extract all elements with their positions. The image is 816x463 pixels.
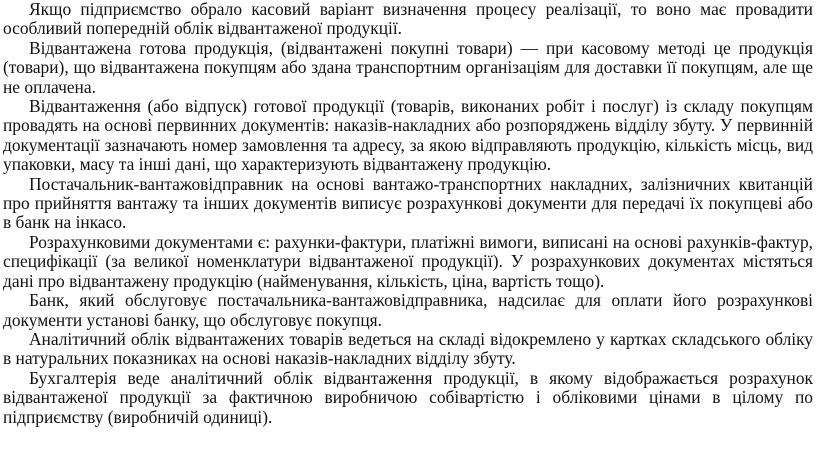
paragraph-analytical-accounting: Аналітичний облік відвантажених товарів ведеться на складі відокремлено у картках складського обліку в натуральних показниках на основі наказів-накладних відділу збуту. [3, 328, 813, 369]
paragraph-settlement-documents: Розрахунковими документами є: рахунки-фактури, платіжні вимоги, виписані на основі рахунків-фактур, специфікації (за великої номенклатури відвантаженої продукції). У розрахункових документах містяться дані про відвантажену продукцію (найменування, кількість, ціна, вартість тощо). [3, 231, 813, 291]
paragraph-cash-method: Якщо підприємство обрало касовий варіант визначення процесу реалізації, то воно має провадити особливий попередній облік відвантаженої продукції. [3, 0, 813, 39]
paragraph-bank: Банк, який обслуговує постачальника-вантажовідправника, надсилає для оплати його розрахункові документи установі банку, що обслуговує покупця. [3, 290, 813, 330]
paragraph-shipment-documents: Відвантаження (або відпуск) готової продукції (товарів, виконаних робіт і послуг) із складу покупцям провадять на основі первинних документів: наказів-накладних або розпоряджень відділу збуту. У первинній документації зазначають номер замовлення та адресу, за якою відправляють продукцію, кількість місць, вид упаковки, масу та інші дані, що характеризують відвантажену продукцію. [3, 96, 813, 175]
paragraph-supplier: Постачальник-вантажовідправник на основі вантажо-транспортних накладних, залізничних квитанцій про прийняття вантажу та інших документів виписує розрахункові документи для передачі їх покупцеві або в банк на інкасо. [3, 173, 813, 233]
paragraph-shipped-products: Відвантажена готова продукція, (відвантажені покупні товари) — при касовому методі це продукція (товари), що відвантажена покупцям або здана транспортним організаціям для доставки її покупцям, але ще не оплачена. [3, 37, 813, 97]
paragraph-accounting-department: Бухгалтерія веде аналітичний облік відвантаження продукції, в якому відображається розрахунок відвантаженої продукції за фактичною виробничою собівартістю і обліковими цінами в цілому по підприємству (виробничій одиниці). [3, 367, 813, 427]
